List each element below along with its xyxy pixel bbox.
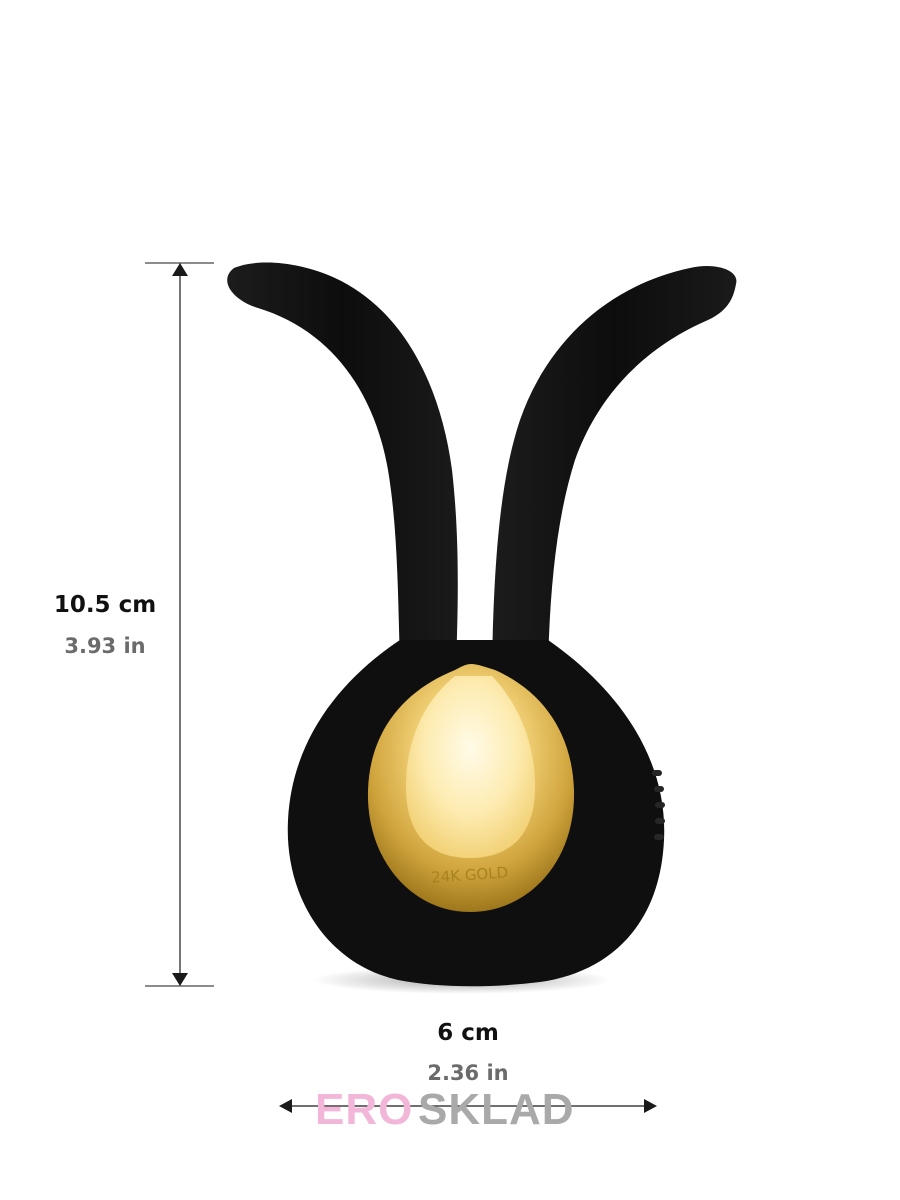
- watermark-ero: ERO: [315, 1085, 414, 1134]
- arrow-right-icon: [644, 1099, 657, 1113]
- arrow-up-icon: [172, 263, 188, 276]
- product-silhouette: [227, 263, 736, 994]
- arrow-down-icon: [172, 973, 188, 986]
- width-metric-label: 6 cm: [437, 1020, 499, 1046]
- height-metric-label: 10.5 cm: [53, 592, 157, 618]
- engraving-text: 24K GOLD: [430, 863, 509, 887]
- width-imperial-label: 2.36 in: [427, 1061, 509, 1085]
- arrow-left-icon: [279, 1099, 292, 1113]
- height-imperial-label: 3.93 in: [64, 634, 146, 658]
- height-dimension-line: [145, 263, 214, 986]
- watermark-sklad: SKLAD: [418, 1085, 575, 1134]
